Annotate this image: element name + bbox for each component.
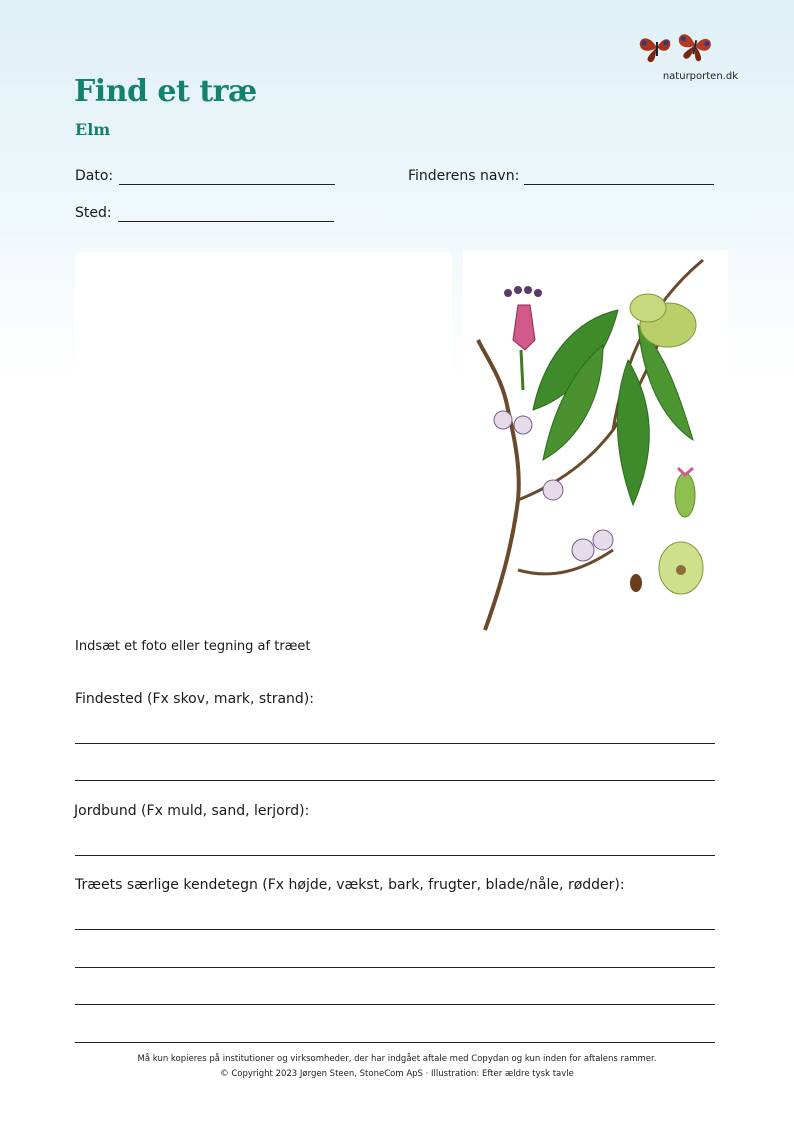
site-name: naturporten.dk <box>662 71 738 82</box>
date-label: Dato: <box>75 168 114 184</box>
findested-label: Findested (Fx skov, mark, strand): <box>75 691 314 707</box>
findested-line-1[interactable] <box>75 743 715 744</box>
place-label: Sted: <box>75 205 112 221</box>
elm-branch-illustration <box>463 250 728 655</box>
kendetegn-label: Træets særlige kendetegn (Fx højde, vækst, bark, frugter, blade/nåle, rødder): <box>75 877 625 893</box>
page-subtitle: Elm <box>75 120 111 139</box>
footer-copyright: © Copyright 2023 Jørgen Steen, StoneCom ApS · Illustration: Efter ældre tysk tavle <box>220 1069 574 1079</box>
jordbund-label: Jordbund (Fx muld, sand, lerjord): <box>74 803 310 819</box>
kendetegn-line-4[interactable] <box>75 1042 715 1043</box>
photo-caption: Indsæt et foto eller tegning af træet <box>75 639 311 654</box>
place-field[interactable] <box>118 221 334 222</box>
footer-license: Må kun kopieres på institutioner og virksomheder, der har indgået aftale med Copydan og kun inden for aftalens rammer. <box>137 1054 657 1064</box>
photo-drop-area[interactable] <box>75 252 452 632</box>
finder-name-field[interactable] <box>524 184 714 185</box>
date-field[interactable] <box>119 184 335 185</box>
kendetegn-line-2[interactable] <box>75 967 715 968</box>
jordbund-line-1[interactable] <box>75 855 715 856</box>
kendetegn-line-1[interactable] <box>75 929 715 930</box>
butterfly-logo-icon <box>636 26 716 66</box>
findested-line-2[interactable] <box>75 780 715 781</box>
kendetegn-line-3[interactable] <box>75 1004 715 1005</box>
finder-name-label: Finderens navn: <box>408 168 520 184</box>
page-title: Find et træ <box>74 74 257 109</box>
